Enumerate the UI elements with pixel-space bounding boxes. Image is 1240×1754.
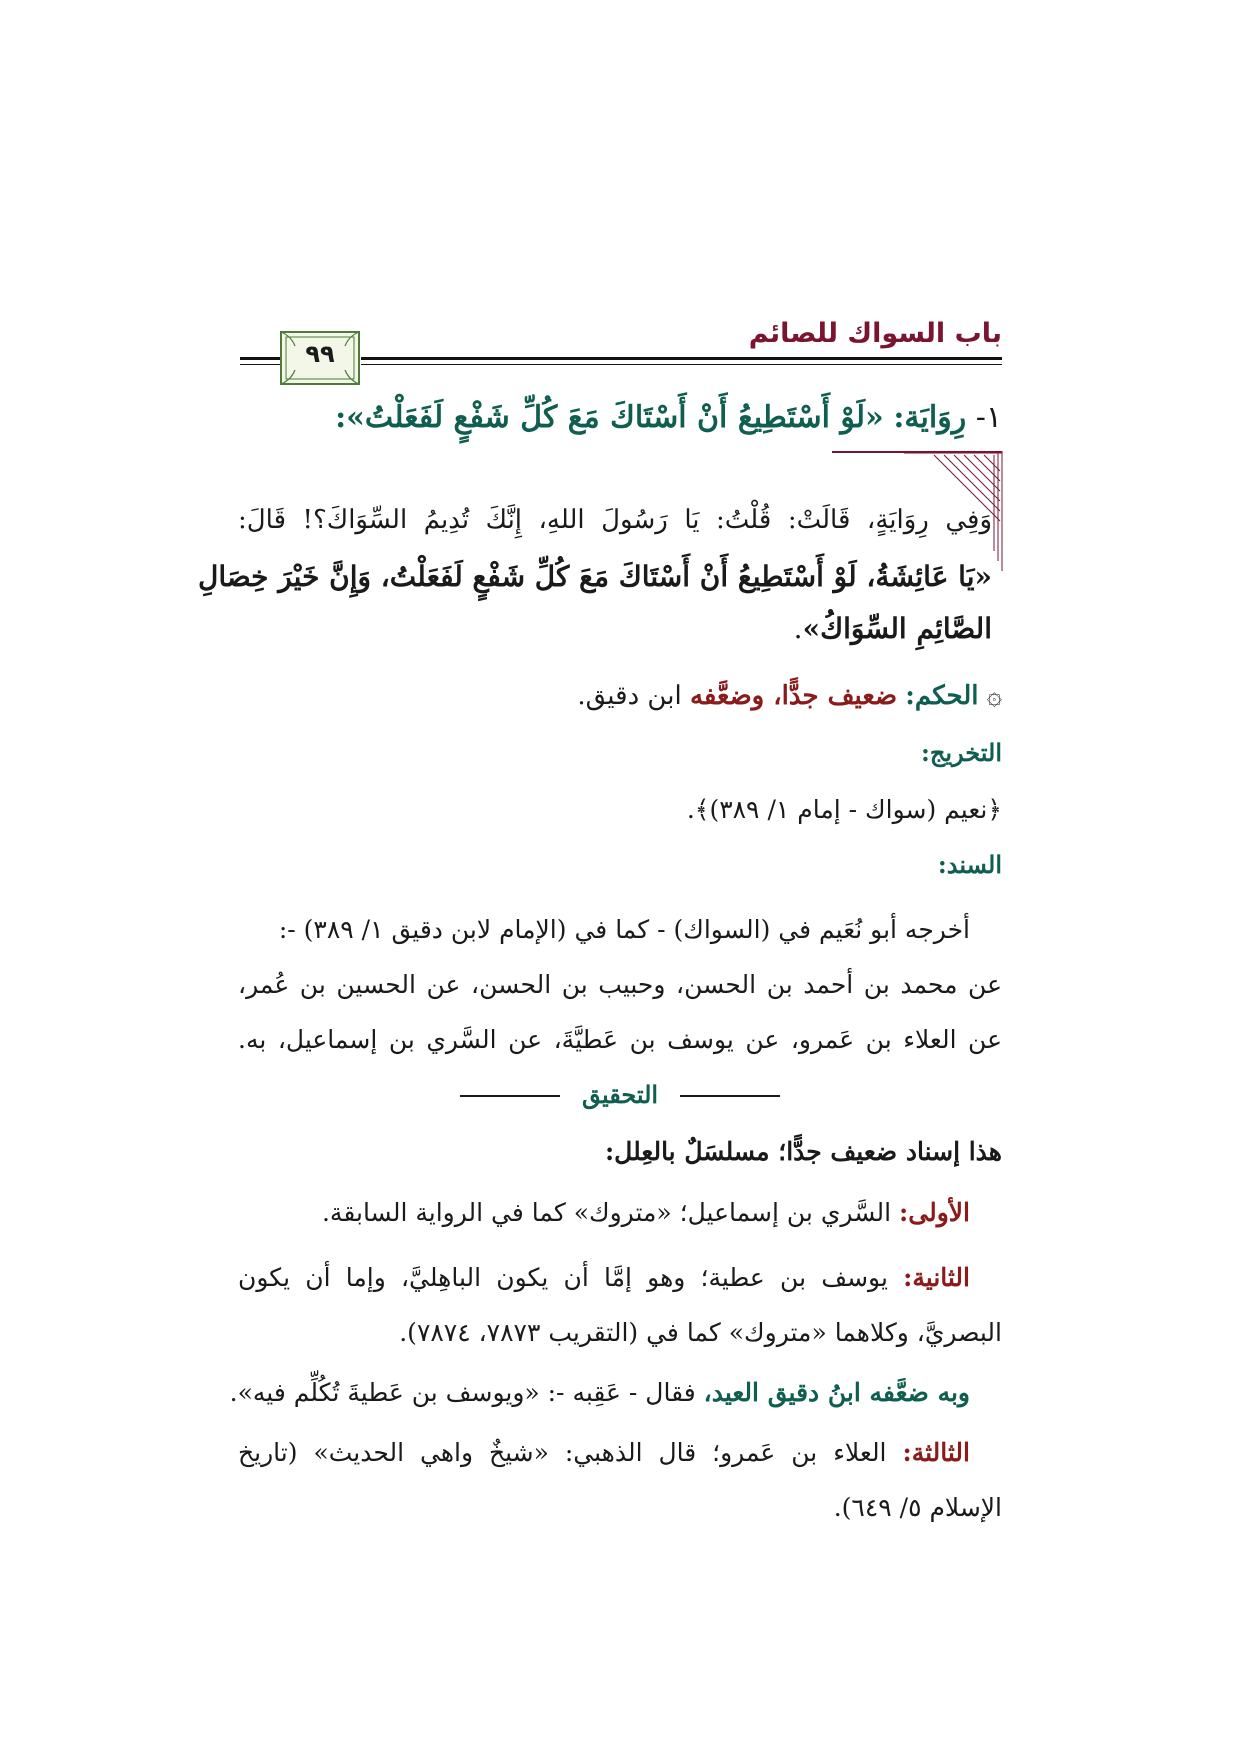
tahqiq-divider xyxy=(0,1080,1240,1110)
hadith-quote-3: الصَّائِمِ السِّوَاكُ» xyxy=(802,612,992,645)
sanad-heading: السند: xyxy=(937,850,1002,879)
tahqiq-heading: التحقيق xyxy=(581,1080,659,1109)
heading-text: «لَوْ أَسْتَطِيعُ أَنْ أَسْتَاكَ مَعَ كُلِّ شَفْعٍ لَفَعَلْتُ»: xyxy=(335,400,884,435)
hadith-line-3 xyxy=(794,612,992,645)
illa-third-label: الثالثة: xyxy=(902,1438,970,1467)
illa-second-label: الثانية: xyxy=(903,1263,970,1292)
header-rule-thick xyxy=(361,357,1002,360)
illa-first-label: الأولى: xyxy=(899,1198,970,1227)
illa-second-line-2: البصريَّ، وكلاهما «متروك» كما في (التقريب ٧٨٧٣، ٧٨٧٤). xyxy=(399,1318,1002,1347)
tahqiq-intro-text: هذا إسناد ضعيف جدًّا؛ مسلسَلٌ بالعِلل: xyxy=(604,1137,1002,1166)
illa-first xyxy=(322,1198,970,1227)
heading-number: ١- xyxy=(975,400,1002,435)
takhrij-label xyxy=(921,738,1002,767)
ornament-icon: ۞ xyxy=(986,681,1002,711)
weakened-label: وبه ضعَّفه ابنُ دقيق العيد، xyxy=(703,1378,970,1407)
chapter-title: باب السواك للصائم xyxy=(748,318,1002,349)
takhrij-line: ﴿نعيم (سواك - إمام ١/ ٣٨٩)﴾. xyxy=(686,795,1002,824)
page-number: ٩٩ xyxy=(305,340,335,368)
illa-third-text-1: العلاء بن عَمرو؛ قال الذهبي: «شيخٌ واهي الحديث» (تاريخ xyxy=(238,1438,887,1467)
illa-first-text: السَّري بن إسماعيل؛ «متروك» كما في الرواية السابقة. xyxy=(321,1198,892,1227)
illa-second-text-1: يوسف بن عطية؛ وهو إمَّا أن يكون الباهِليَّ، وإما أن يكون xyxy=(238,1263,888,1292)
sanad-line-3: عن العلاء بن عَمرو، عن يوسف بن عَطيَّةَ، عن السَّري بن إسماعيل، به. xyxy=(238,1025,1002,1054)
illa-third-line-1 xyxy=(238,1438,970,1467)
sanad-label xyxy=(938,850,1002,879)
ruling-rest: ابن دقيق. xyxy=(577,681,682,711)
header-rule-left-thick xyxy=(240,357,280,360)
heading-label: رِوَايَة: xyxy=(893,400,967,435)
section-heading xyxy=(335,400,1002,435)
ruling-value: ضعيف جدًّا، وضعَّفه xyxy=(689,681,898,711)
header-rule-thin xyxy=(361,364,1002,365)
sanad-line-1: أخرجه أبو نُعَيم في (السواك) - كما في (الإمام لابن دقيق ١/ ٣٨٩) -: xyxy=(278,915,970,944)
illa-third-line-2: الإسلام ٥/ ٦٤٩). xyxy=(833,1493,1002,1522)
takhrij-heading: التخريج: xyxy=(921,738,1002,767)
illa-second-line-1 xyxy=(238,1263,970,1292)
hadith-line-1: وَفِي رِوَايَةٍ، قَالَتْ: قُلْتُ: يَا رَسُولَ اللهِ، إِنَّكَ تُدِيمُ السِّوَاكَ؟! قَالَ: xyxy=(238,505,992,535)
header-rule-left-thin xyxy=(240,364,280,365)
hadith-quote-2: «يَا عَائِشَةُ، لَوْ أَسْتَطِيعُ أَنْ أَسْتَاكَ مَعَ كُلِّ شَفْعٍ لَفَعَلْتُ، وَإِنَّ خَيْرَ خِصَالِ xyxy=(197,560,992,593)
page-number-frame xyxy=(280,331,360,385)
weakened-text: فقال - عَقِبه -: «ويوسف بن عَطيةَ تُكُلِّم فيه». xyxy=(229,1378,696,1407)
ruling-line xyxy=(577,681,1002,711)
weakened-line xyxy=(230,1378,970,1407)
tahqiq-intro xyxy=(605,1137,1002,1166)
hadith-line-3-end: . xyxy=(793,612,803,645)
ruling-label: الحكم: xyxy=(905,681,979,711)
hadith-line-2 xyxy=(197,560,992,593)
sanad-line-2: عن محمد بن أحمد بن الحسن، وحبيب بن الحسن، عن الحسين بن عُمر، xyxy=(238,970,1002,999)
